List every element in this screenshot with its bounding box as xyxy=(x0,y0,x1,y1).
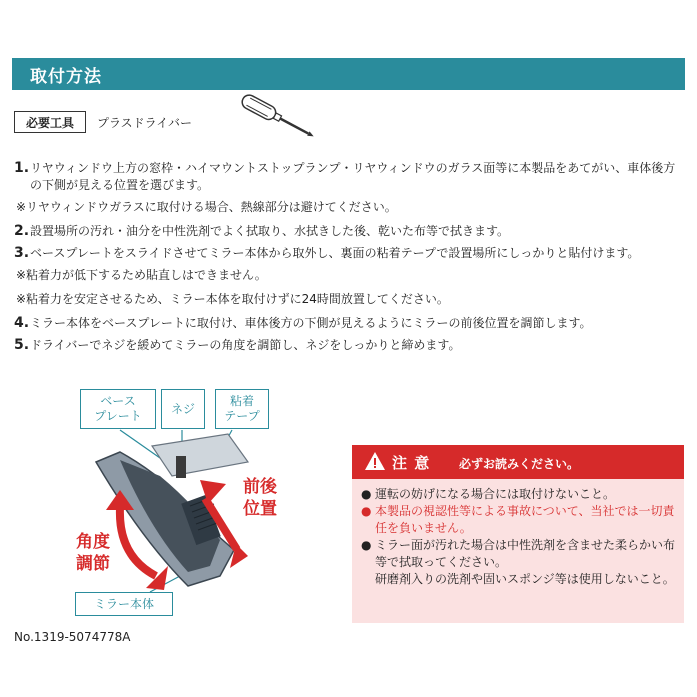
position-adjust-label: 前後 位置 xyxy=(243,477,277,519)
steps-list xyxy=(14,160,686,359)
callout-text: ミラー本体 xyxy=(93,596,154,611)
warning-title: 注 意 xyxy=(392,454,431,472)
step-text: ドライバーでネジを緩めてミラーの角度を調節し、ネジをしっかりと締めます。 xyxy=(30,338,461,352)
step-2 xyxy=(14,223,686,240)
step-number: 1. xyxy=(14,160,30,176)
warning-list xyxy=(361,486,683,588)
step-note: ※リヤウィンドウガラスに取付ける場合、熱線部分は避けてください。 xyxy=(16,200,397,214)
step-4 xyxy=(14,315,686,332)
model-number: No.1319-5074778A xyxy=(14,630,131,644)
bullet: ● xyxy=(361,538,372,552)
callout-text: 粘着 テープ xyxy=(224,394,260,423)
step-note: ※粘着力を安定させるため、ミラー本体を取付けずに24時間放置してください。 xyxy=(16,292,449,306)
section-title: 取付方法 xyxy=(30,67,102,87)
warning-subtitle: 必ずお読みください。 xyxy=(459,457,580,471)
callout-text: ベース プレート xyxy=(94,394,142,423)
tools-label: 必要工具 xyxy=(14,111,86,133)
screwdriver-icon xyxy=(232,94,322,142)
step-3 xyxy=(14,245,686,262)
warning-text: ミラー面が汚れた場合は中性洗剤を含ませた柔らかい布等で拭取ってください。 xyxy=(375,538,676,569)
bullet: ● xyxy=(361,504,372,518)
warning-text: 研磨剤入りの洗剤や固いスポンジ等は使用しないこと。 xyxy=(375,572,675,586)
step-text: ベースプレートをスライドさせてミラー本体から取外し、裏面の粘着テープで設置場所にしっかりと貼付けます。 xyxy=(30,246,640,260)
step-number: 4. xyxy=(14,315,30,331)
warning-text: 運転の妨げになる場合には取付けないこと。 xyxy=(375,487,616,501)
callout-text: ネジ xyxy=(170,401,195,416)
warning-text: 本製品の視認性等による事故について、当社では一切責任を負いません。 xyxy=(375,504,675,535)
step-text: ミラー本体をベースプレートに取付け、車体後方の下側が見えるようにミラーの前後位置を調節します。 xyxy=(30,316,592,330)
callout-screw xyxy=(161,389,205,429)
warning-icon xyxy=(364,451,386,471)
callout-tape xyxy=(215,389,269,429)
warning-item xyxy=(361,537,683,571)
angle-adjust-label: 角度 調節 xyxy=(76,532,110,574)
callout-base-plate xyxy=(80,389,156,429)
warning-item xyxy=(361,571,683,588)
step-text: リヤウィンドウ上方の窓枠・ハイマウントストップランプ・リヤウィンドウのガラス面等に本製品をあてがい、車体後方の下側が見える位置を選びます。 xyxy=(30,161,676,192)
tool-name: プラスドライバー xyxy=(97,116,193,130)
step-number: 3. xyxy=(14,245,30,261)
warning-item xyxy=(361,486,683,503)
bullet: ● xyxy=(361,487,372,501)
callout-mirror-body xyxy=(75,592,173,616)
step-text: 設置場所の汚れ・油分を中性洗剤でよく拭取り、水拭きした後、乾いた布等で拭きます。 xyxy=(30,224,510,238)
step-1 xyxy=(14,160,686,194)
section-header-bar xyxy=(12,58,685,90)
step-5 xyxy=(14,337,686,354)
step-number: 2. xyxy=(14,223,30,239)
step-note: ※粘着力が低下するため貼直しはできません。 xyxy=(16,268,267,282)
step-number: 5. xyxy=(14,337,30,353)
warning-item xyxy=(361,503,683,537)
